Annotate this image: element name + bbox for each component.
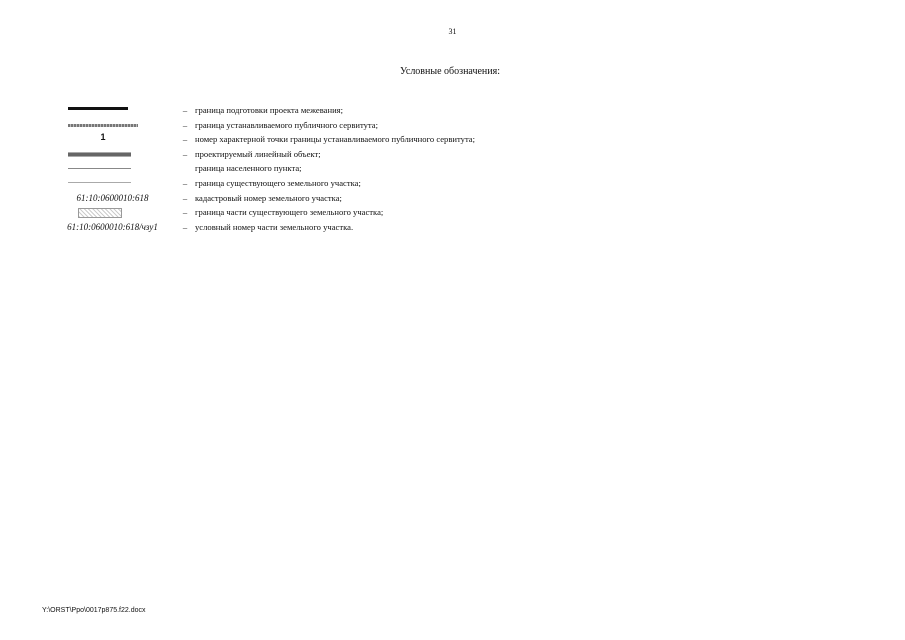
- legend-row: [40, 147, 740, 162]
- legend-dash: –: [182, 177, 188, 188]
- cadastral-number-text: 61:10:0600010:618: [76, 192, 149, 203]
- legend-description: граница существующего земельного участка;: [195, 177, 361, 188]
- legend-title: Условные обозначения:: [400, 66, 501, 77]
- legend-symbol-settlement-boundary: [40, 161, 185, 176]
- legend-dash: –: [182, 207, 188, 218]
- page-number: 31: [448, 27, 457, 36]
- legend-symbol-plot-part-boundary: [40, 205, 185, 220]
- legend-row: [40, 161, 740, 176]
- legend-row: [40, 205, 740, 220]
- legend-description: граница части существующего земельного участка;: [195, 207, 384, 218]
- legend-dash: –: [182, 105, 188, 115]
- legend-dash: –: [182, 119, 188, 130]
- legend-row: [40, 103, 740, 118]
- legend-description: условный номер части земельного участка.: [195, 221, 354, 232]
- legend-description: граница подготовки проекта межевания;: [195, 105, 344, 115]
- legend-description: граница населенного пункта;: [195, 163, 302, 174]
- legend-description: кадастровый номер земельного участка;: [195, 192, 342, 203]
- plot-part-number-text: 61:10:0600010:618/чзу1: [67, 221, 158, 232]
- legend-symbol-point-number: [40, 132, 185, 147]
- legend-row: [40, 220, 740, 235]
- legend-dash: –: [182, 192, 188, 203]
- legend-row: [40, 132, 740, 147]
- legend-description: проектируемый линейный объект;: [195, 148, 321, 159]
- legend-symbol-project-boundary: [40, 103, 185, 118]
- legend-symbol-cadastral-number: [40, 191, 185, 206]
- legend-description: граница устанавливаемого публичного сервитута;: [195, 119, 378, 130]
- legend-row: [40, 176, 740, 191]
- legend-symbol-linear-object: [40, 147, 185, 162]
- legend-dash: –: [182, 134, 188, 145]
- legend-list: [40, 103, 740, 234]
- legend-dash: –: [182, 221, 188, 232]
- legend-description: номер характерной точки границы устанавливаемого публичного сервитута;: [195, 134, 476, 145]
- footer-file-path: Y:\ORST\Ppo\0017p875.f22.docx: [42, 607, 146, 614]
- legend-row: [40, 191, 740, 206]
- legend-symbol-plot-part-number: [40, 220, 185, 235]
- point-number-label: 1: [100, 132, 106, 143]
- legend-row: [40, 118, 740, 133]
- legend-symbol-land-plot-boundary: [40, 176, 185, 191]
- legend-dash: –: [182, 148, 188, 159]
